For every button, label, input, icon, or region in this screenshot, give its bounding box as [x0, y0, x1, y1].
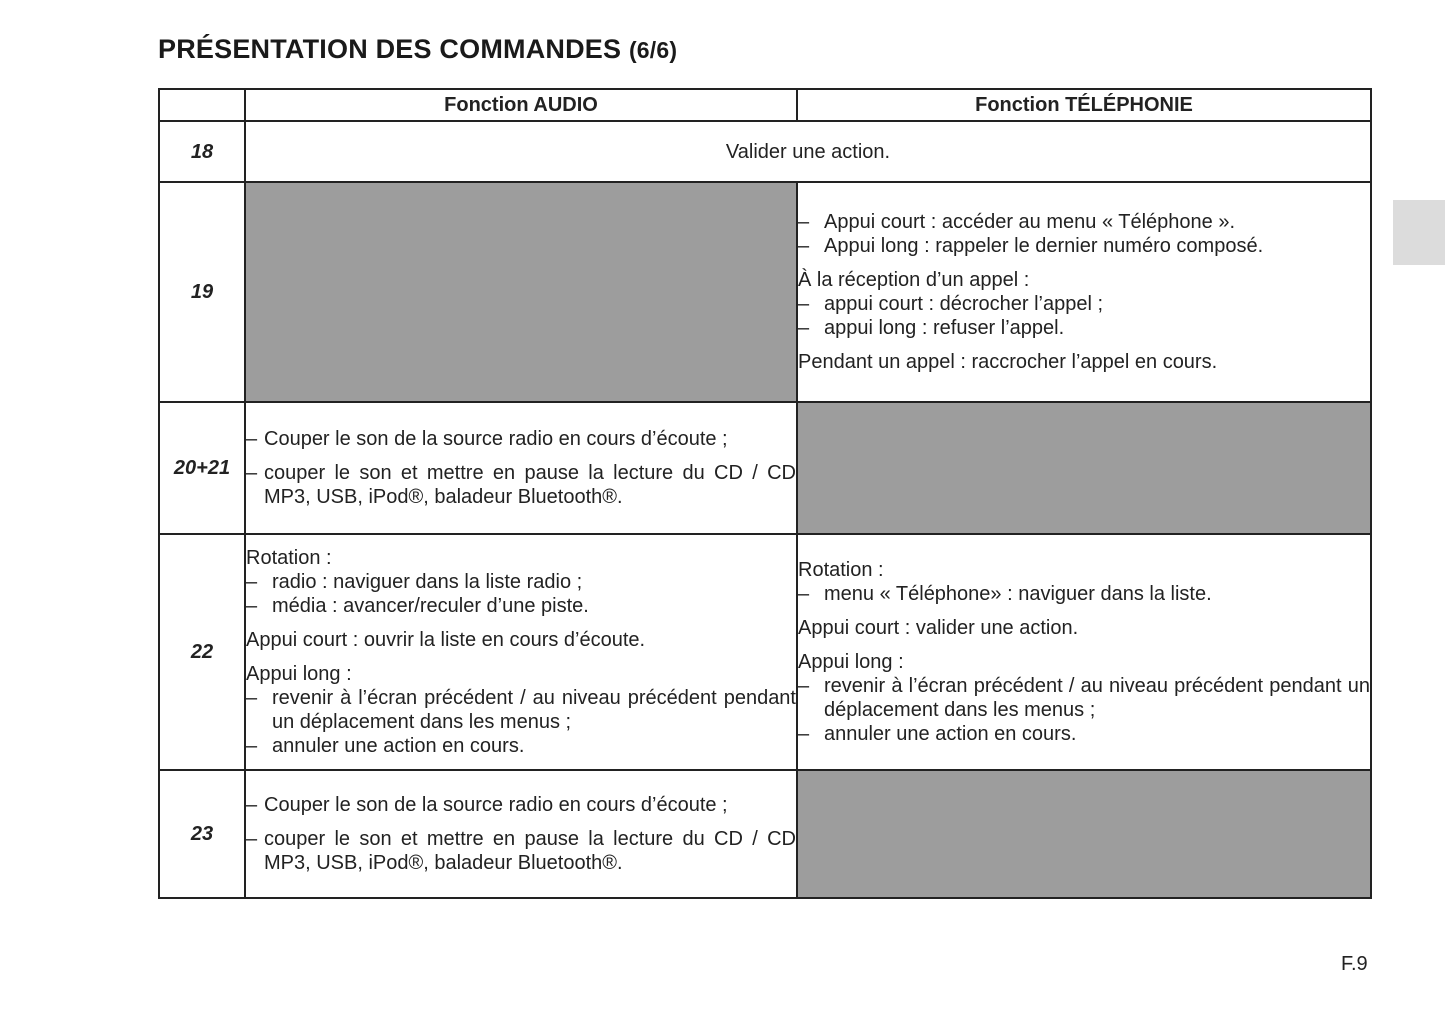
commands-table [158, 88, 1372, 899]
table-header-row [159, 89, 1371, 121]
list-item: – Appui court : accéder au menu « Téléphone ». [798, 211, 1236, 233]
paragraph: À la réception d’un appel : [798, 269, 1030, 291]
list-item: – revenir à l’écran précédent / au niveau précédent pendant un déplacement dans les menus ; [798, 675, 1370, 721]
list-item: – revenir à l’écran précédent / au niveau précédent pendant un déplacement dans les menus ; [246, 687, 796, 733]
list-item: – Appui long : rappeler le dernier numéro composé. [798, 235, 1264, 257]
header-number [159, 89, 245, 121]
list-item: – média : avancer/reculer d’une piste. [246, 595, 589, 617]
list-item: – appui long : refuser l’appel. [798, 317, 1065, 339]
row-23-telephony-empty [797, 770, 1371, 898]
chapter-tab-marker [1393, 200, 1445, 265]
list-item: – appui court : décrocher l’appel ; [798, 293, 1104, 315]
table-row [159, 402, 1371, 534]
list-item: – Couper le son de la source radio en cours d’écoute ; [246, 428, 728, 450]
row-number: 23 [159, 770, 245, 898]
row-22-telephony [797, 534, 1371, 770]
table-row [159, 534, 1371, 770]
row-20-21-telephony-empty [797, 402, 1371, 534]
row-18-both-functions: Valider une action. [245, 121, 1371, 182]
paragraph: Pendant un appel : raccrocher l’appel en cours. [798, 351, 1218, 373]
title-page-indicator: (6/6) [628, 37, 678, 63]
row-22-audio [245, 534, 797, 770]
paragraph: Appui long : [246, 663, 352, 685]
table-row [159, 182, 1371, 402]
header-audio: Fonction AUDIO [245, 89, 797, 121]
row-number: 18 [159, 121, 245, 182]
row-23-audio [245, 770, 797, 898]
row-20-21-audio [245, 402, 797, 534]
list-item: – annuler une action en cours. [798, 723, 1077, 745]
list-item: – annuler une action en cours. [246, 735, 525, 757]
header-telephony: Fonction TÉLÉPHONIE [797, 89, 1371, 121]
table-row [159, 121, 1371, 182]
row-19-telephony [797, 182, 1371, 402]
list-item: – menu « Téléphone» : naviguer dans la liste. [798, 583, 1212, 605]
list-item: – Couper le son de la source radio en cours d’écoute ; [246, 794, 728, 816]
paragraph: Rotation : [246, 547, 332, 569]
paragraph: Appui court : valider une action. [798, 617, 1079, 639]
paragraph: Rotation : [798, 559, 884, 581]
row-19-audio-empty [245, 182, 797, 402]
title-text: PRÉSENTATION DES COMMANDES [158, 34, 622, 64]
row-number: 20+21 [159, 402, 245, 534]
list-item: – radio : naviguer dans la liste radio ; [246, 571, 583, 593]
page-title [158, 34, 677, 65]
list-item: – couper le son et mettre en pause la lecture du CD / CD MP3, USB, iPod®, baladeur Bluetooth®. [246, 828, 796, 874]
list-item: – couper le son et mettre en pause la lecture du CD / CD MP3, USB, iPod®, baladeur Bluetooth®. [246, 462, 796, 508]
row-number: 22 [159, 534, 245, 770]
page-number: F.9 [1341, 953, 1368, 975]
row-number: 19 [159, 182, 245, 402]
paragraph: Appui long : [798, 651, 904, 673]
paragraph: Appui court : ouvrir la liste en cours d’écoute. [246, 629, 646, 651]
table-row [159, 770, 1371, 898]
